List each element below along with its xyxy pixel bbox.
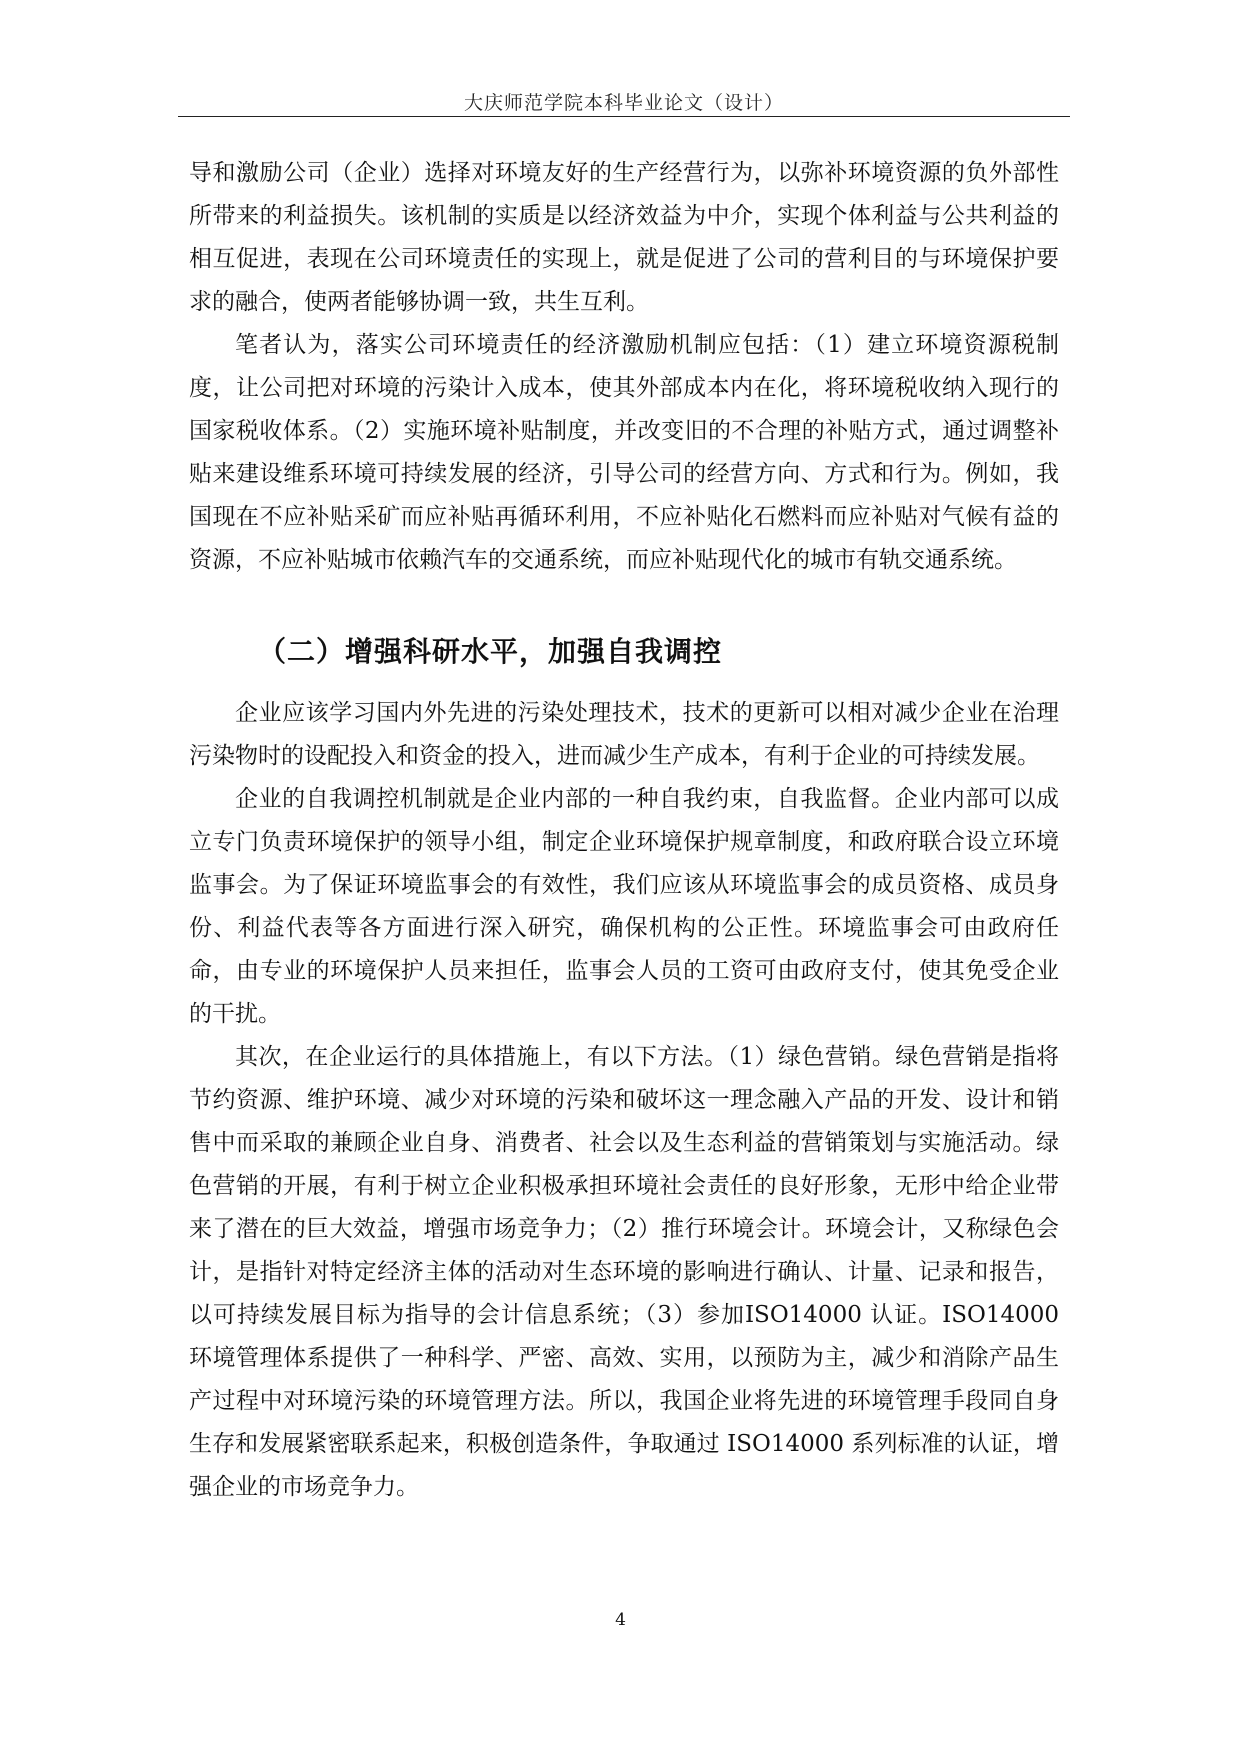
- paragraph-technology: 企业应该学习国内外先进的污染处理技术，技术的更新可以相对减少企业在治理污染物时的设配投入和资金的投入，进而减少生产成本，有利于企业的可持续发展。: [189, 700, 1059, 769]
- paragraph-measures: 其次，在企业运行的具体措施上，有以下方法。（1）绿色营销。绿色营销是指将节约资源、维护环境、减少对环境的污染和破坏这一理念融入产品的开发、设计和销售中而采取的兼顾企业自身、消费者、社会以及生态利益的营销策划与实施活动。绿色营销的开展，有利于树立企业积极承担环境社会责任的良好形象，无形中给企业带来了潜在的巨大效益，增强市场竞争力；（2）推行环境会计。环境会计，又称绿色会计，是指针对特定经济主体的活动对生态环境的影响进行确认、计量、记录和报告，以可持续发展目标为指导的会计信息系统；（3）参加ISO14000 认证。ISO14000 环境管理体系提供了一种科学、严密、高效、实用，以预防为主，减少和消除产品生产过程中对环境污染的环境管理方法。所以，我国企业将先进的环境管理手段同自身生存和发展紧密联系起来，积极创造条件，争取通过 ISO14000 系列标准的认证，增强企业的市场竞争力。: [189, 1044, 1059, 1500]
- running-header: 大庆师范学院本科毕业论文（设计）: [463, 92, 784, 114]
- paragraph-self-regulation: 企业的自我调控机制就是企业内部的一种自我约束，自我监督。企业内部可以成立专门负责环境保护的领导小组，制定企业环境保护规章制度，和政府联合设立环境监事会。为了保证环境监事会的有效性，我们应该从环境监事会的成员资格、成员身份、利益代表等各方面进行深入研究，确保机构的公正性。环境监事会可由政府任命，由专业的环境保护人员来担任，监事会人员的工资可由政府支付，使其免受企业的干扰。: [189, 786, 1059, 1027]
- body-block-1: [189, 152, 1059, 582]
- page-number: 4: [615, 1610, 626, 1630]
- section-heading: （二）增强科研水平，加强自我调控: [258, 635, 723, 668]
- paragraph-continuation: 导和激励公司（企业）选择对环境友好的生产经营行为，以弥补环境资源的负外部性所带来的利益损失。该机制的实质是以经济效益为中介，实现个体利益与公共利益的相互促进，表现在公司环境责任的实现上，就是促进了公司的营利目的与环境保护要求的融合，使两者能够协调一致，共生互利。: [189, 160, 1059, 315]
- header-divider: [178, 116, 1070, 117]
- paragraph-economic-incentive: 笔者认为，落实公司环境责任的经济激励机制应包括：（1）建立环境资源税制度，让公司把对环境的污染计入成本，使其外部成本内在化，将环境税收纳入现行的国家税收体系。（2）实施环境补贴制度，并改变旧的不合理的补贴方式，通过调整补贴来建设维系环境可持续发展的经济，引导公司的经营方向、方式和行为。例如，我国现在不应补贴采矿而应补贴再循环利用，不应补贴化石燃料而应补贴对气候有益的资源，不应补贴城市依赖汽车的交通系统，而应补贴现代化的城市有轨交通系统。: [189, 332, 1059, 573]
- body-block-2: [189, 692, 1059, 1509]
